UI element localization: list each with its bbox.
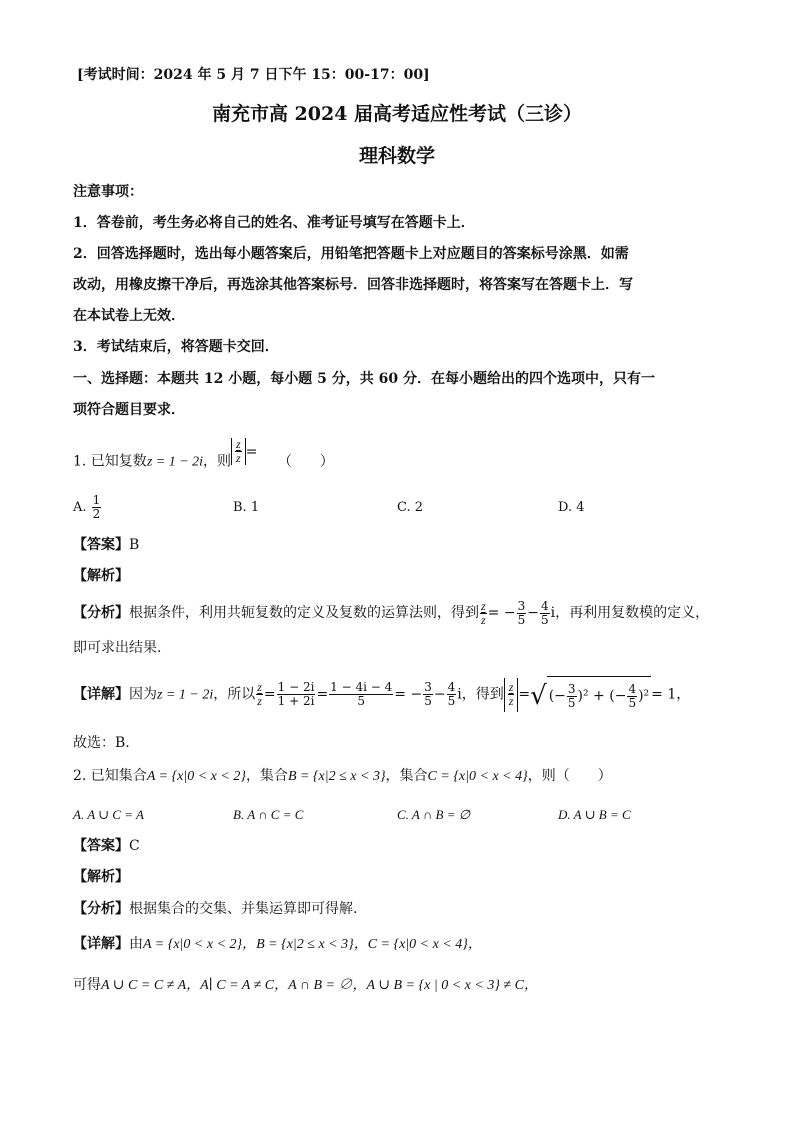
- minus-sign: −: [433, 686, 446, 703]
- fraction-numerator: 1 − 2i: [277, 680, 315, 694]
- question-1-option-a: [73, 494, 102, 521]
- question-1-option-c: C. 2: [397, 500, 424, 515]
- answer-tag: 【答案】: [73, 537, 129, 553]
- question-2-analysis-tag: 【解析】: [73, 869, 129, 885]
- question-1-z-definition: z = 1 − 2i: [146, 454, 204, 470]
- z-over-zbar: [256, 681, 263, 708]
- fraction-denominator: 1 + 2i: [277, 694, 315, 708]
- question-1-answer: [73, 535, 139, 555]
- detail-text: ，得到: [461, 686, 504, 703]
- fraction-numerator: 1 − 4i − 4: [330, 680, 393, 694]
- fraction-denominator: 5: [447, 694, 456, 708]
- square-root: [530, 676, 651, 713]
- fraction-numerator: z: [257, 680, 262, 694]
- fraction-denominator: z: [236, 451, 241, 465]
- question-2-paren: ，则（ ）: [527, 768, 612, 784]
- fraction-numerator: z: [236, 437, 241, 451]
- section-heading-line-2: 项符合题目要求．: [73, 402, 185, 418]
- detail-text: ，所以: [213, 686, 256, 703]
- question-1-equals: =: [245, 443, 258, 460]
- answer-value: C: [129, 838, 140, 854]
- notice-item-2-line-2: 改动，用橡皮擦干净后，再选涂其他答案标号．回答非选择题时，将答案写在答题卡上．写: [73, 277, 633, 293]
- fraction-numerator: 3: [517, 598, 526, 613]
- fraction-denominator: 5: [567, 695, 576, 710]
- fraction-denominator: z: [508, 694, 514, 708]
- question-1-detail: 【详解】因为z = 1 − 2i，所以 $\frac{z}{z}$ = $\frac{1 - 2i}{1 + 2i}$ = $\frac{1 - 4i - 4}{5}$ = − $\frac{3}{5}$ − $\frac{4}{5}$ i，得到 $\frac{z}{z}$ =√ (− $\frac{3}{5}$ )² + (− $\frac{4}{5}$ )² = 1，: [73, 676, 690, 713]
- question-2-answer: [73, 836, 140, 856]
- detail-text: 因为: [129, 686, 157, 703]
- radical-sign: √: [530, 681, 547, 711]
- question-1-analysis-tag: 【解析】: [73, 568, 129, 584]
- fraction-denominator: 2: [92, 507, 101, 521]
- question-1-choose: 故选：B.: [73, 735, 130, 751]
- detail-sets: A = {x|0 < x < 2}，B = {x|2 ≤ x < 3}，C = {x|0 < x < 4}，: [143, 937, 482, 952]
- notice-item-2-line-1: 2．回答选择题时，选出每小题答案后，用铅笔把答题卡上对应题目的答案标号涂黑．如需: [73, 246, 629, 262]
- separator: ，集合: [385, 768, 428, 784]
- question-2-option-d: D. A ∪ B = C: [558, 807, 631, 822]
- fraction-denominator: 5: [424, 694, 432, 708]
- fraction-numerator: 4: [540, 598, 549, 613]
- three-fifths: [517, 600, 527, 627]
- fraction-denominator: 5: [357, 694, 366, 708]
- radicand-part: (−: [548, 688, 566, 704]
- section-heading-line-1: 一、选择题：本题共 12 小题，每小题 5 分，共 60 分．在每小题给出的四个选项中，只有一: [73, 371, 655, 387]
- question-1-modulus: [231, 438, 246, 465]
- notice-item-2-line-3: 在本试卷上无效．: [73, 308, 185, 324]
- question-1-option-b: B. 1: [233, 500, 260, 515]
- set-c: C = {x|0 < x < 4}: [427, 769, 528, 784]
- question-1-fraction: [235, 438, 242, 465]
- detail-tag: 【详解】: [73, 686, 129, 703]
- notice-heading: 注意事项：: [73, 184, 143, 200]
- fraction-denominator: z: [481, 612, 486, 627]
- question-2-option-c: C. A ∩ B = ∅: [397, 807, 471, 822]
- fenxi-text: 根据集合的交集、并集运算即可得解.: [129, 901, 358, 917]
- modulus: [504, 678, 519, 712]
- fraction-denominator: 5: [628, 695, 637, 710]
- question-2-conclusion: [73, 975, 538, 996]
- four-fifths: [627, 683, 637, 710]
- separator: ，集合: [245, 768, 288, 784]
- radicand: [547, 676, 651, 713]
- radicand-part: )²: [638, 688, 650, 704]
- fraction-numerator: z: [481, 598, 486, 613]
- z-over-zbar: [480, 600, 487, 627]
- set-a: A = {x|0 < x < 2}: [146, 769, 246, 784]
- fraction-denominator: 5: [540, 612, 549, 627]
- detail-text: 由: [129, 936, 143, 952]
- result: = 1: [651, 686, 677, 703]
- z-over-zbar: [508, 681, 515, 708]
- fraction-step-1: [277, 681, 316, 708]
- question-1-mid: ，则: [203, 453, 232, 470]
- three-fifths: [567, 683, 577, 710]
- question-1-option-d: D. 4: [558, 500, 585, 515]
- question-1-stem: [73, 437, 334, 475]
- detail-tag: 【详解】: [73, 936, 129, 952]
- minus-sign: −: [527, 605, 539, 621]
- exam-title: 南充市高 2024 届高考适应性考试（三诊）: [211, 103, 583, 125]
- conclusion-text: A ∪ C = C ≠ A，A∣ C = A ≠ C，A ∩ B = ∅，A ∪ B = {x | 0 < x < 3} ≠ C，: [101, 978, 538, 993]
- question-1-fenxi-end: 即可求出结果.: [73, 640, 162, 656]
- answer-tag: 【答案】: [73, 838, 129, 854]
- answer-value: B: [129, 537, 140, 553]
- imaginary-unit: i: [550, 605, 556, 621]
- equals-sign: = −: [487, 605, 516, 621]
- fraction-numerator: 3: [567, 681, 576, 696]
- question-1-paren: （ ）: [277, 453, 334, 470]
- option-label: A.: [73, 500, 87, 515]
- exam-time: [考试时间：2024 年 5 月 7 日下午 15：00-17：00]: [77, 67, 430, 83]
- fraction-numerator: 4: [628, 681, 637, 696]
- question-2-option-b: B. A ∩ C = C: [233, 807, 304, 822]
- question-1-prefix: 1. 已知复数: [73, 453, 147, 470]
- equals-sign: = −: [394, 686, 423, 703]
- fraction-step-2: [329, 681, 393, 708]
- detail-z: z = 1 − 2i: [157, 687, 214, 703]
- fraction-numerator: 1: [92, 493, 101, 507]
- fenxi-text: 根据条件，利用共轭复数的定义及复数的运算法则，得到: [129, 605, 479, 621]
- notice-item-3: 3．考试结束后，将答题卡交回．: [73, 339, 279, 355]
- fenxi-tag: 【分析】: [73, 605, 129, 621]
- four-fifths: [447, 681, 457, 708]
- detail-end: ，: [676, 686, 691, 703]
- question-2-stem: [73, 766, 612, 787]
- question-1-fenxi: [73, 598, 709, 628]
- fraction-numerator: z: [508, 680, 514, 694]
- fenxi-tag: 【分析】: [73, 901, 129, 917]
- fenxi-text: ，再利用复数模的定义，: [555, 605, 710, 621]
- exam-subject: 理科数学: [358, 145, 435, 167]
- fraction-denominator: z: [257, 694, 262, 708]
- fraction-numerator: 4: [447, 680, 456, 694]
- question-2-fenxi: [73, 899, 357, 919]
- four-fifths: [540, 600, 550, 627]
- question-2-prefix: 2. 已知集合: [73, 768, 147, 784]
- fraction-numerator: 3: [424, 680, 432, 694]
- option-a-fraction: [92, 494, 102, 521]
- question-2-option-a: A. A ∪ C = A: [73, 807, 144, 822]
- fraction-denominator: 5: [517, 612, 526, 627]
- three-fifths: [423, 681, 433, 708]
- radicand-part: )² + (−: [577, 688, 627, 704]
- imaginary-unit: i: [457, 686, 462, 703]
- set-b: B = {x|2 ≤ x < 3}: [287, 769, 386, 784]
- notice-item-1: 1．答卷前，考生务必将自己的姓名、准考证号填写在答题卡上．: [73, 215, 475, 231]
- question-2-detail: [73, 934, 482, 955]
- conclusion-prefix: 可得: [73, 977, 101, 993]
